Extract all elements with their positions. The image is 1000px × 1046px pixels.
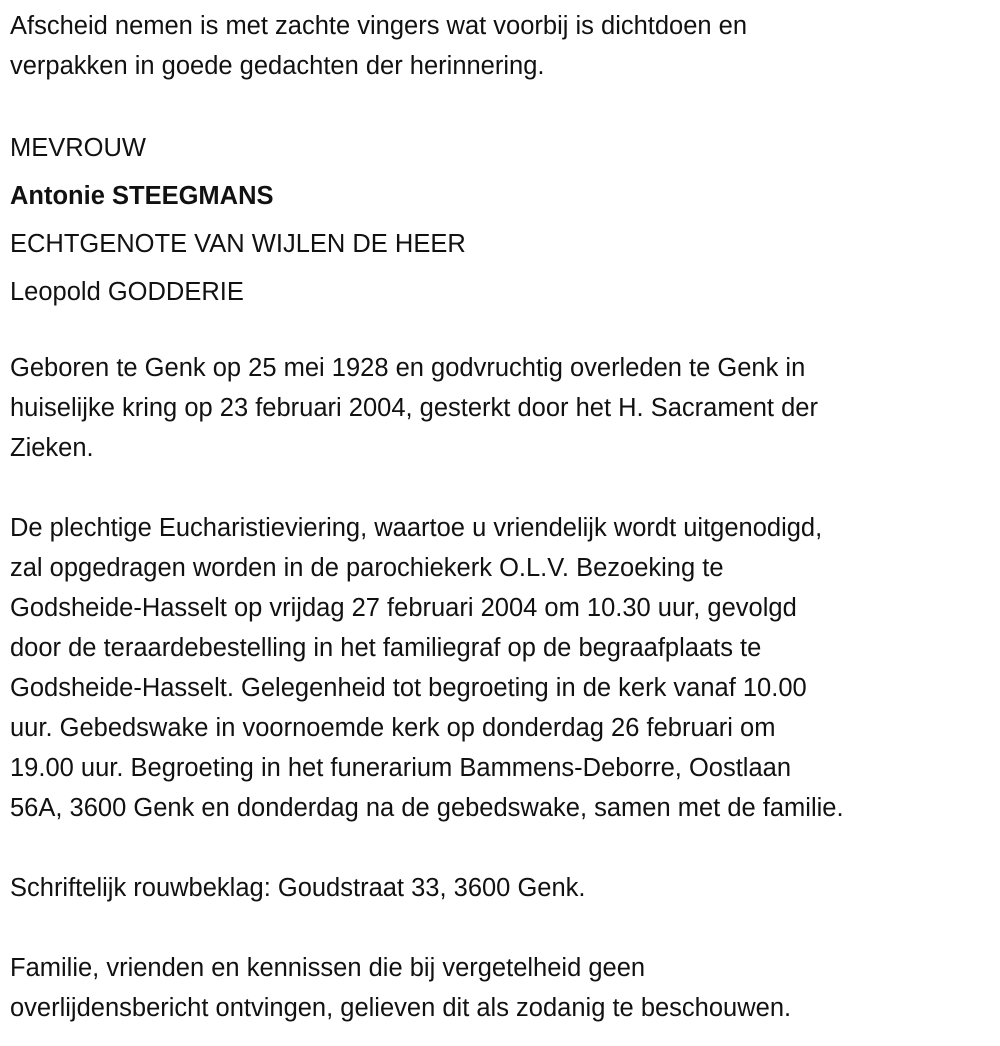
title: MEVROUW <box>10 134 146 162</box>
spouse-name: Leopold GODDERIE <box>10 278 244 306</box>
text-line: zal opgedragen worden in de parochiekerk O.L.V. Bezoeking te <box>10 554 724 582</box>
ceremony-paragraph <box>10 508 1000 828</box>
text-line: Geboren te Genk op 25 mei 1928 en godvruchtig overleden te Genk in <box>10 354 806 382</box>
text-line: 19.00 uur. Begroeting in het funerarium Bammens-Deborre, Oostlaan <box>10 754 792 782</box>
text-line: Familie, vrienden en kennissen die bij vergetelheid geen <box>10 954 646 982</box>
text-line: Zieken. <box>10 434 94 462</box>
quote-paragraph <box>10 6 1000 86</box>
text-line: De plechtige Eucharistieviering, waartoe u vriendelijk wordt uitgenodigd, <box>10 514 823 542</box>
text-line: 56A, 3600 Genk en donderdag na de gebedswake, samen met de familie. <box>10 794 844 822</box>
text-line: huiselijke kring op 23 februari 2004, gesterkt door het H. Sacrament der <box>10 394 818 422</box>
deceased-name: Antonie STEEGMANS <box>10 182 274 210</box>
text-line: door de teraardebestelling in het familiegraf op de begraafplaats te <box>10 634 762 662</box>
text-line: Schriftelijk rouwbeklag: Goudstraat 33, 3600 Genk. <box>10 874 586 902</box>
relation: ECHTGENOTE VAN WIJLEN DE HEER <box>10 230 466 258</box>
text-line: Godsheide-Hasselt op vrijdag 27 februari 2004 om 10.30 uur, gevolgd <box>10 594 797 622</box>
text-line: Godsheide-Hasselt. Gelegenheid tot begroeting in de kerk vanaf 10.00 <box>10 674 807 702</box>
text-line: overlijdensbericht ontvingen, gelieven dit als zodanig te beschouwen. <box>10 994 792 1022</box>
closing-paragraph <box>10 948 1000 1028</box>
name-block <box>10 124 1000 316</box>
birth-death-paragraph <box>10 348 1000 468</box>
condolence-paragraph <box>10 868 1000 908</box>
text-line: uur. Gebedswake in voornoemde kerk op donderdag 26 februari om <box>10 714 776 742</box>
text-line: verpakken in goede gedachten der herinnering. <box>10 52 545 80</box>
text-line: Afscheid nemen is met zachte vingers wat voorbij is dichtdoen en <box>10 12 748 40</box>
